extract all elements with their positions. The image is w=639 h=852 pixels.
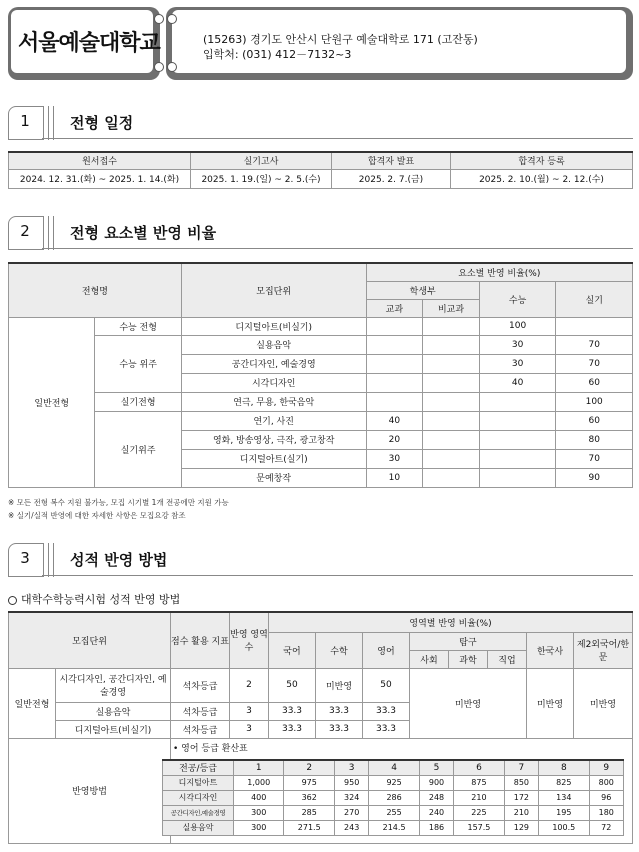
conv-header: 1 (234, 760, 284, 775)
schedule-cell: 2025. 2. 7.(금) (332, 169, 451, 188)
value-cell: 20 (366, 430, 423, 449)
conv-header: 4 (369, 760, 419, 775)
value-cell (479, 430, 556, 449)
value-cell: 70 (556, 449, 633, 468)
phone: 입학처: (031) 412－7132~3 (203, 48, 352, 61)
section-title: 전형 요소별 반영 비율 (70, 224, 217, 242)
section-2-heading (8, 216, 633, 250)
unit-cell: 문예창작 (181, 468, 366, 487)
subsection-title-text: 대학수학능력시험 성적 반영 방법 (21, 593, 181, 606)
conv-header: 5 (419, 760, 453, 775)
value-cell: 80 (556, 430, 633, 449)
binder-ring-icon (154, 62, 164, 72)
schedule-table (8, 151, 633, 189)
section-1-heading (8, 106, 633, 140)
conv-cell: 100.5 (539, 820, 589, 835)
conv-cell: 195 (539, 805, 589, 820)
header-history: 한국사 (527, 632, 574, 668)
value-cell (423, 430, 480, 449)
value-cell: 60 (556, 373, 633, 392)
header-second-language: 제2외국어/한문 (574, 632, 633, 668)
note: ※ 실기/실적 반영에 대한 자세한 사항은 모집요강 참조 (8, 511, 186, 520)
value-cell: 90 (556, 468, 633, 487)
value-cell: 70 (556, 335, 633, 354)
header-social: 사회 (410, 650, 449, 668)
header-nonsubject: 비교과 (423, 299, 480, 317)
value-cell (479, 468, 556, 487)
conv-cell: 285 (284, 805, 334, 820)
value-cell: 100 (556, 392, 633, 411)
conv-major: 실용음악 (163, 820, 234, 835)
conversion-title: • 영어 등급 환산표 (173, 743, 248, 754)
schedule-cell: 2024. 12. 31.(화) ~ 2025. 1. 14.(화) (9, 169, 191, 188)
unit-cell: 디지털아트(실기) (181, 449, 366, 468)
group-cell: 일반전형 (9, 668, 56, 738)
value-cell (423, 373, 480, 392)
header-school: 학생부 (366, 281, 479, 299)
unit-cell: 실용음악 (181, 335, 366, 354)
binder-ring-icon (167, 14, 177, 24)
value-cell (423, 335, 480, 354)
value-cell: 33.3 (269, 720, 316, 738)
binder-ring-icon (167, 62, 177, 72)
value-cell (366, 317, 423, 335)
conv-cell: 850 (504, 775, 538, 790)
address: (15263) 경기도 안산시 단원구 예술대학로 171 (고잔동) (203, 33, 478, 46)
value-cell: 30 (366, 449, 423, 468)
value-cell: 2 (230, 668, 269, 702)
subgroup-cell: 실기전형 (95, 392, 181, 411)
value-cell (556, 317, 633, 335)
conv-cell: 240 (419, 805, 453, 820)
unit-cell: 연극, 무용, 한국음악 (181, 392, 366, 411)
schedule-cell: 2025. 2. 10.(월) ~ 2. 12.(수) (451, 169, 633, 188)
conv-header: 9 (589, 760, 623, 775)
conv-cell: 362 (284, 790, 334, 805)
conv-header: 전공/등급 (163, 760, 234, 775)
unit-cell: 디지털아트(비실기) (181, 317, 366, 335)
conv-cell: 255 (369, 805, 419, 820)
value-cell (423, 411, 480, 430)
conv-cell: 172 (504, 790, 538, 805)
conv-cell: 875 (454, 775, 504, 790)
conv-cell: 300 (234, 820, 284, 835)
value-cell: 30 (479, 354, 556, 373)
section-number: 1 (20, 112, 30, 130)
ratio-table (8, 262, 633, 488)
unit-cell: 시각디자인 (181, 373, 366, 392)
value-cell (423, 392, 480, 411)
conv-cell: 248 (419, 790, 453, 805)
subgroup-cell: 수능 전형 (95, 317, 181, 335)
subgroup-cell: 실기위주 (95, 411, 181, 487)
conv-cell: 324 (334, 790, 368, 805)
subsection-title (8, 591, 180, 607)
section-number: 2 (20, 222, 30, 240)
unit-cell: 연기, 사진 (181, 411, 366, 430)
note: ※ 모든 전형 복수 지원 불가능, 모집 시기별 1개 전공에만 지원 가능 (8, 498, 229, 507)
value-cell (423, 354, 480, 373)
value-cell: 60 (556, 411, 633, 430)
header-unit: 모집단위 (9, 612, 171, 668)
value-cell (479, 411, 556, 430)
conv-cell: 186 (419, 820, 453, 835)
value-cell: 100 (479, 317, 556, 335)
conv-header: 7 (504, 760, 538, 775)
value-cell: 33.3 (316, 702, 363, 720)
conv-cell: 96 (589, 790, 623, 805)
value-cell (366, 335, 423, 354)
conv-cell: 975 (284, 775, 334, 790)
value-cell: 40 (366, 411, 423, 430)
conv-cell: 157.5 (454, 820, 504, 835)
conv-cell: 243 (334, 820, 368, 835)
conv-cell: 925 (369, 775, 419, 790)
value-cell: 50 (363, 668, 410, 702)
circle-bullet-icon (8, 596, 17, 605)
not-applied-cell: 미반영 (527, 668, 574, 738)
conv-cell: 214.5 (369, 820, 419, 835)
value-cell: 33.3 (363, 702, 410, 720)
conv-cell: 210 (454, 790, 504, 805)
section-title: 전형 일정 (70, 114, 134, 132)
unit-cell: 시각디자인, 공간디자인, 예술경영 (56, 668, 171, 702)
university-name: 서울예술대학교 (18, 31, 160, 56)
header-practical: 실기 (556, 281, 633, 317)
value-cell: 40 (479, 373, 556, 392)
binder-ring-icon (154, 14, 164, 24)
conv-cell: 950 (334, 775, 368, 790)
conv-cell: 210 (504, 805, 538, 820)
header-cell: 원서접수 (9, 152, 191, 169)
value-cell (366, 354, 423, 373)
value-cell: 3 (230, 720, 269, 738)
conv-cell: 129 (504, 820, 538, 835)
conv-header: 2 (284, 760, 334, 775)
unit-cell: 공간디자인, 예술경영 (181, 354, 366, 373)
not-applied-cell: 미반영 (410, 668, 527, 738)
value-cell (366, 373, 423, 392)
conv-header: 3 (334, 760, 368, 775)
header-math: 수학 (316, 632, 363, 668)
value-cell: 10 (366, 468, 423, 487)
english-conversion-table (162, 759, 624, 836)
header-ratio: 영역별 반영 비율(%) (269, 612, 633, 632)
section-title: 성적 반영 방법 (70, 551, 168, 569)
value-cell: 50 (269, 668, 316, 702)
section-3-heading (8, 543, 633, 577)
value-cell (423, 317, 480, 335)
conv-cell: 825 (539, 775, 589, 790)
header-unit: 모집단위 (181, 263, 366, 317)
header-count: 반영 영역수 (230, 612, 269, 668)
conv-major: 디지털아트 (163, 775, 234, 790)
value-cell (479, 392, 556, 411)
value-cell: 33.3 (363, 720, 410, 738)
value-cell (423, 449, 480, 468)
value-cell: 3 (230, 702, 269, 720)
value-cell: 33.3 (269, 702, 316, 720)
header-index: 점수 활용 지표 (171, 612, 230, 668)
schedule-cell: 2025. 1. 19.(일) ~ 2. 5.(수) (191, 169, 332, 188)
group-cell: 일반전형 (9, 317, 95, 487)
conv-cell: 400 (234, 790, 284, 805)
not-applied-cell: 미반영 (574, 668, 633, 738)
conv-cell: 225 (454, 805, 504, 820)
conv-cell: 271.5 (284, 820, 334, 835)
value-cell: 석차등급 (171, 702, 230, 720)
conv-major: 공간디자인,예술경영 (163, 805, 234, 820)
conv-cell: 300 (234, 805, 284, 820)
value-cell (423, 468, 480, 487)
conv-cell: 72 (589, 820, 623, 835)
unit-cell: 영화, 방송영상, 극작, 광고창작 (181, 430, 366, 449)
header-cell: 합격자 등록 (451, 152, 633, 169)
header-cell: 합격자 발표 (332, 152, 451, 169)
header-cell: 실기고사 (191, 152, 332, 169)
conv-cell: 270 (334, 805, 368, 820)
value-cell: 30 (479, 335, 556, 354)
value-cell: 미반영 (316, 668, 363, 702)
value-cell (479, 449, 556, 468)
value-cell: 석차등급 (171, 668, 230, 702)
subgroup-cell: 수능 위주 (95, 335, 181, 392)
conv-major: 시각디자인 (163, 790, 234, 805)
conv-cell: 180 (589, 805, 623, 820)
header-type: 전형명 (9, 263, 182, 317)
conv-cell: 800 (589, 775, 623, 790)
header-suneung: 수능 (479, 281, 556, 317)
conv-cell: 900 (419, 775, 453, 790)
value-cell: 70 (556, 354, 633, 373)
header-korean: 국어 (269, 632, 316, 668)
conv-cell: 1,000 (234, 775, 284, 790)
unit-cell: 실용음악 (56, 702, 171, 720)
conv-cell: 134 (539, 790, 589, 805)
header-ratio: 요소별 반영 비율(%) (366, 263, 632, 281)
method-label: 반영방법 (9, 738, 171, 843)
section-number: 3 (20, 549, 30, 567)
header-inquiry: 탐구 (410, 632, 527, 650)
conv-header: 8 (539, 760, 589, 775)
header-science: 과학 (449, 650, 488, 668)
header-subject: 교과 (366, 299, 423, 317)
conv-header: 6 (454, 760, 504, 775)
value-cell: 33.3 (316, 720, 363, 738)
value-cell (366, 392, 423, 411)
unit-cell: 디지털아트(비실기) (56, 720, 171, 738)
header-english: 영어 (363, 632, 410, 668)
header-job: 직업 (488, 650, 527, 668)
conv-cell: 286 (369, 790, 419, 805)
value-cell: 석차등급 (171, 720, 230, 738)
